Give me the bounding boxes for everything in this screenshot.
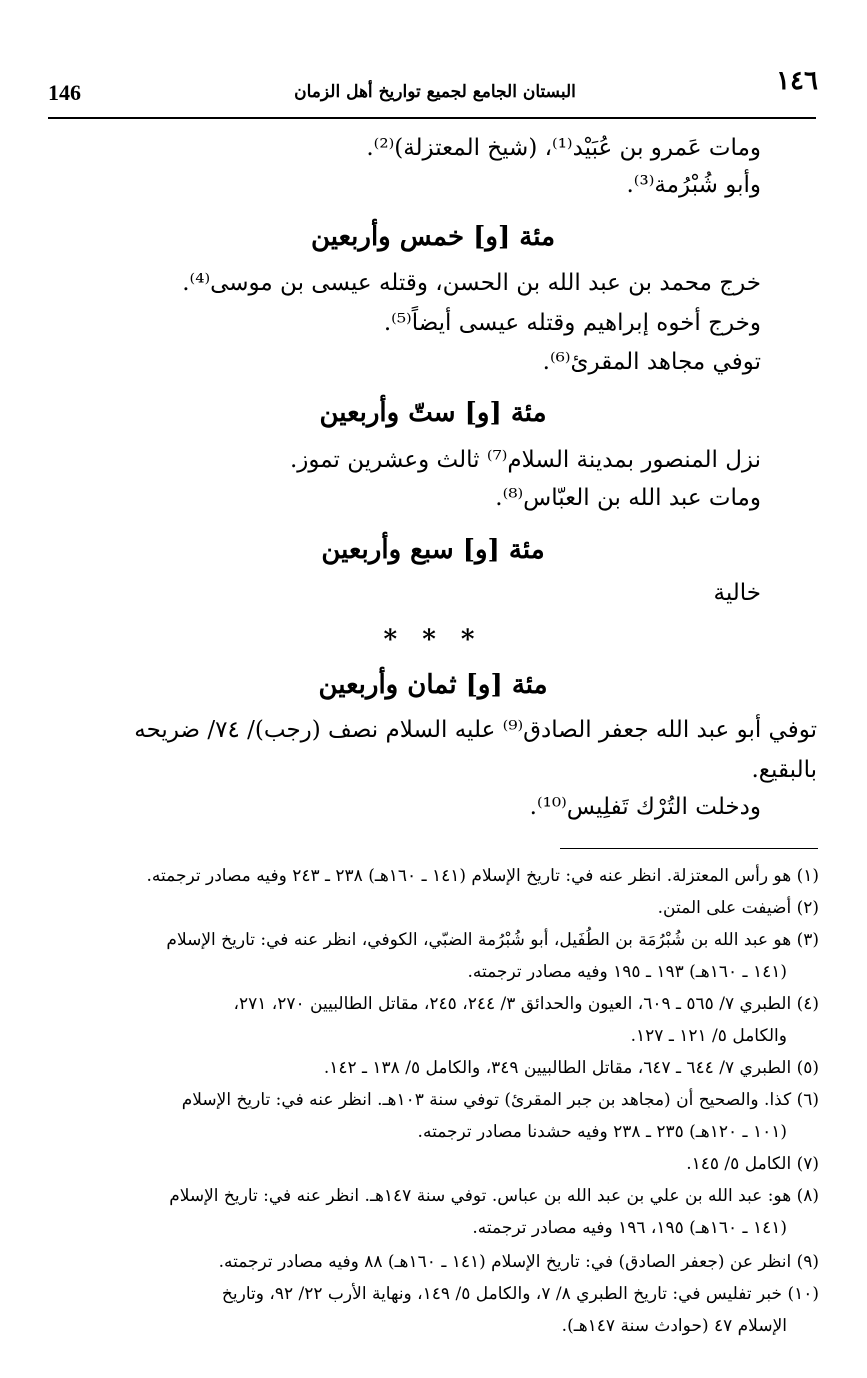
section-separator: * * *	[383, 625, 483, 655]
body-line: وخرج أخوه إبراهيم وقتله عيسى أيضاً⁽⁵⁾.	[383, 310, 761, 336]
footnote-line: (٩) انظر عن (جعفر الصادق) في: تاريخ الإسلام (١٤١ ـ ١٦٠هـ) ٨٨ وفيه مصادر ترجمته.	[218, 1252, 819, 1272]
footnote-line: الإسلام ٤٧ (حوادث سنة ١٤٧هـ).	[561, 1316, 787, 1336]
footnote-line: (٧) الكامل ٥/ ١٤٥.	[686, 1154, 819, 1174]
footnote-line: (٢) أضيفت على المتن.	[657, 898, 819, 918]
year-heading: مئة [و] خمس وأربعين	[310, 222, 556, 252]
footnote-line: (١٠١ ـ ١٢٠هـ) ٢٣٥ ـ ٢٣٨ وفيه حشدنا مصادر ترجمته.	[417, 1122, 787, 1142]
body-line: بالبقيع.	[751, 757, 817, 783]
header-rule	[48, 117, 816, 119]
body-line: توفي أبو عبد الله جعفر الصادق⁽⁹⁾ عليه السلام نصف (رجب)/ ٧٤/ ضريحه	[134, 717, 817, 743]
footnote-line: (١٤١ ـ ١٦٠هـ) ١٩٣ ـ ١٩٥ وفيه مصادر ترجمته.	[467, 962, 787, 982]
footnote-line: (١) هو رأس المعتزلة. انظر عنه في: تاريخ الإسلام (١٤١ ـ ١٦٠هـ) ٢٣٨ ـ ٢٤٣ وفيه مصادر ترجمته.	[146, 866, 819, 886]
body-line: ودخلت التُرْك تَفلِيس⁽¹⁰⁾.	[529, 794, 761, 820]
body-line: خالية	[713, 580, 761, 606]
year-heading: مئة [و] سبع وأربعين	[321, 535, 545, 565]
footnote-line: (١٠) خبر تفليس في: تاريخ الطبري ٨/ ٧، والكامل ٥/ ١٤٩، ونهاية الأرب ٢٢/ ٩٢، وتاريخ	[221, 1284, 819, 1304]
body-line: خرج محمد بن عبد الله بن الحسن، وقتله عيسى بن موسى⁽⁴⁾.	[182, 270, 761, 296]
footnote-line: (٦) كذا. والصحيح أن (مجاهد بن جبر المقرئ) توفي سنة ١٠٣هـ. انظر عنه في: تاريخ الإسلام	[181, 1090, 819, 1110]
body-line: ومات عبد الله بن العبّاس⁽⁸⁾.	[495, 485, 761, 511]
page-number-arabic: ١٤٦	[776, 66, 818, 96]
body-line: ومات عَمرو بن عُبَيْد⁽¹⁾، (شيخ المعتزلة)⁽²⁾.	[366, 135, 761, 161]
footnote-line: (٥) الطبري ٧/ ٦٤٤ ـ ٦٤٧، مقاتل الطالبيين ٣٤٩، والكامل ٥/ ١٣٨ ـ ١٤٢.	[323, 1058, 819, 1078]
body-line: وأبو شُبْرُمة⁽³⁾.	[626, 172, 761, 198]
footnote-rule	[560, 848, 818, 849]
running-title: البستان الجامع لجميع تواريخ أهل الزمان	[294, 82, 576, 102]
footnote-line: (٣) هو عبد الله بن شُبْرُمَة بن الطُفَيل، أبو شُبْرُمة الضبّي، الكوفي، انظر عنه في: تاريخ الإسلام	[166, 930, 819, 950]
body-line: توفي مجاهد المقرئ⁽⁶⁾.	[542, 349, 761, 375]
footnote-line: (٤) الطبري ٧/ ٥٦٥ ـ ٦٠٩، العيون والحدائق ٣/ ٢٤٤، ٢٤٥، مقاتل الطالبيين ٢٧٠، ٢٧١،	[233, 994, 819, 1014]
footnote-line: والكامل ٥/ ١٢١ ـ ١٢٧.	[630, 1026, 787, 1046]
year-heading: مئة [و] ثمان وأربعين	[318, 670, 548, 700]
year-heading: مئة [و] ستّ وأربعين	[319, 398, 547, 428]
footnote-line: (١٤١ ـ ١٦٠هـ) ١٩٥، ١٩٦ وفيه مصادر ترجمته.	[472, 1218, 787, 1238]
page-number-latin: 146	[48, 80, 81, 105]
footnote-line: (٨) هو: عبد الله بن علي بن عبد الله بن عباس. توفي سنة ١٤٧هـ. انظر عنه في: تاريخ الإسلام	[169, 1186, 819, 1206]
body-line: نزل المنصور بمدينة السلام⁽⁷⁾ ثالث وعشرين تموز.	[289, 447, 761, 473]
